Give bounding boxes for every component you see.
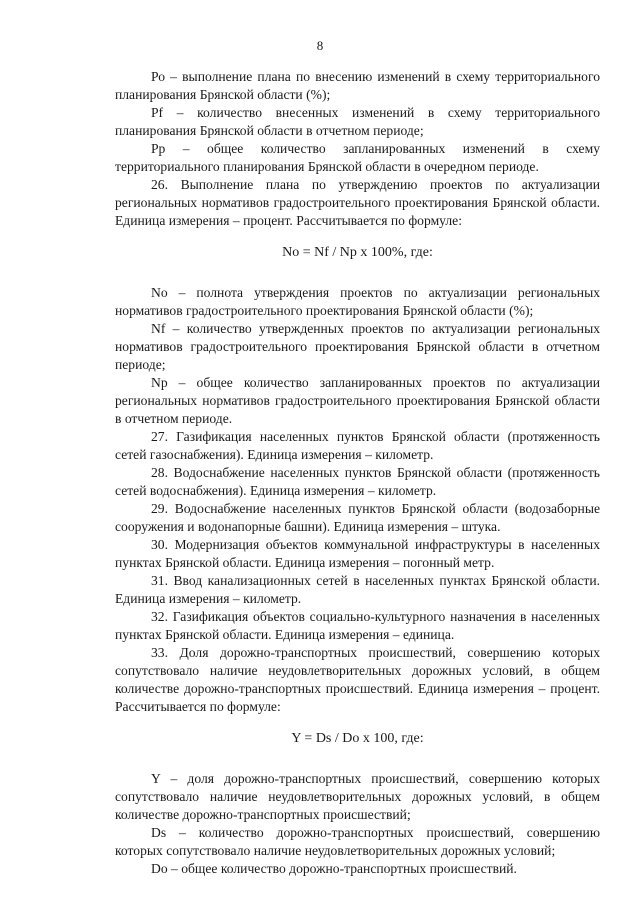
item-29: 29. Водоснабжение населенных пунктов Брянской области (водозаборные сооружения и водонапорные башни). Единица измерения – штука. (115, 501, 600, 534)
item-32: 32. Газификация объектов социально-культурного назначения в населенных пунктах Брянской области. Единица измерения – единица. (115, 609, 600, 642)
definition-nf: Nf – количество утвержденных проектов по актуализации региональных нормативов градостроительного проектирования Брянской области в отчетном периоде; (115, 321, 600, 372)
definition-pf: Pf – количество внесенных изменений в схему территориального планирования Брянской области в отчетном периоде; (115, 105, 600, 138)
formula-y: Y = Ds / Do x 100, где: (291, 731, 424, 746)
definition-po: Ро – выполнение плана по внесению изменений в схему территориального планирования Брянской области (%); (115, 69, 600, 102)
item-28: 28. Водоснабжение населенных пунктов Брянской области (протяженность сетей водоснабжения). Единица измерения – километр. (115, 465, 600, 498)
item-31: 31. Ввод канализационных сетей в населенных пунктах Брянской области. Единица измерения – километр. (115, 573, 600, 606)
definition-no: No – полнота утверждения проектов по актуализации региональных нормативов градостроительного проектирования Брянской области (%); (115, 285, 600, 318)
item-30: 30. Модернизация объектов коммунальной инфраструктуры в населенных пунктах Брянской области. Единица измерения – погонный метр. (115, 537, 600, 570)
item-33: 33. Доля дорожно-транспортных происшествий, совершению которых сопутствовало наличие неудовлетворительных дорожных условий, в общем количестве дорожно-транспортных происшествий. Единица измерения – процент. Рассчитывается по формуле: (115, 645, 600, 714)
document-body (115, 68, 600, 878)
page-number: 8 (316, 38, 324, 53)
item-26: 26. Выполнение плана по утверждению проектов по актуализации региональных нормативов градостроительного проектирования Брянской области. Единица измерения – процент. Рассчитывается по формуле: (115, 177, 600, 228)
item-27: 27. Газификация населенных пунктов Брянской области (протяженность сетей газоснабжения). Единица измерения – километр. (115, 429, 600, 462)
definition-pp: Рр – общее количество запланированных изменений в схему территориального планирования Брянской области в очередном периоде. (115, 141, 600, 174)
definition-y: Y – доля дорожно-транспортных происшествий, совершению которых сопутствовало наличие неудовлетворительных дорожных условий, в общем количестве дорожно-транспортных происшествий; (115, 771, 600, 822)
definition-do: Do – общее количество дорожно-транспортных происшествий. (151, 861, 517, 876)
formula-no: No = Nf / Np x 100%, где: (282, 245, 433, 260)
definition-np: Np – общее количество запланированных проектов по актуализации региональных нормативов градостроительного проектирования Брянской области в отчетном периоде. (115, 375, 600, 426)
definition-ds: Ds – количество дорожно-транспортных происшествий, совершению которых сопутствовало наличие неудовлетворительных дорожных условий; (115, 825, 600, 858)
